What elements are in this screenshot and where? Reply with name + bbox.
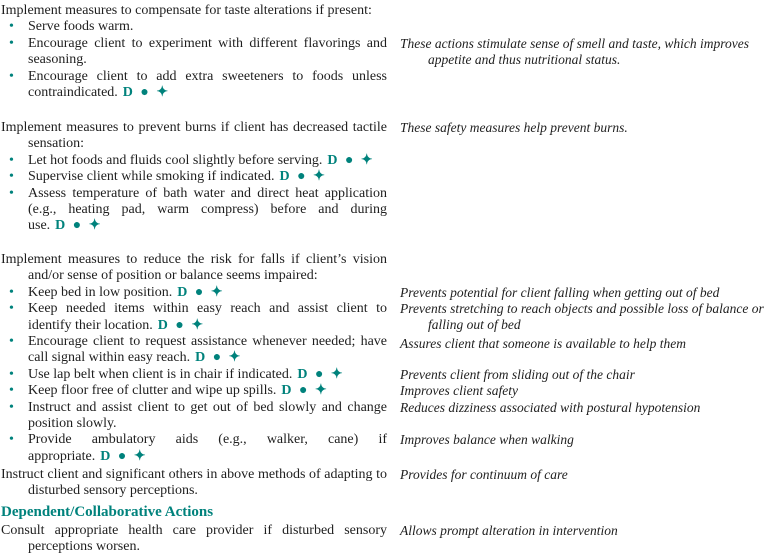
delegation-markers: D ● ✦ xyxy=(122,85,169,101)
intervention-list xyxy=(1,153,387,235)
intervention-intro: Implement measures to compensate for taste alterations if present: xyxy=(1,3,372,18)
intervention-dependent xyxy=(1,523,387,556)
intervention-section-taste xyxy=(1,3,387,101)
intervention-item xyxy=(1,383,387,399)
bullet-icon: • xyxy=(9,383,14,399)
intervention-intro: Implement measures to reduce the risk for falls if client’s vision and/or sense of position or balance seems impaired: xyxy=(1,252,387,284)
delegation-markers: D ● ✦ xyxy=(55,218,101,234)
intervention-item xyxy=(1,334,387,367)
intervention-closing xyxy=(1,467,387,500)
delegation-markers: D ● ✦ xyxy=(195,350,241,366)
rationale-item: Assures client that someone is available to help them xyxy=(400,336,686,351)
delegation-markers: D ● ✦ xyxy=(157,317,204,333)
intervention-item xyxy=(1,36,387,69)
intervention-item xyxy=(1,169,387,185)
intervention-text: Supervise client while smoking if indicated. xyxy=(28,169,275,185)
bullet-icon: • xyxy=(9,169,14,185)
intervention-text: Encourage client to add extra sweeteners to foods unless contraindicated. xyxy=(28,68,387,101)
intervention-section-falls xyxy=(1,252,387,465)
bullet-icon: • xyxy=(9,284,14,300)
intervention-text: Keep needed items within easy reach and assist client to identify their location. xyxy=(28,301,387,333)
rationale-item: Improves balance when walking xyxy=(400,432,574,447)
intervention-text: Use lap belt when client is in chair if indicated. xyxy=(28,366,293,382)
intervention-text: Encourage client to request assistance whenever needed; have call signal within easy reach. xyxy=(28,334,387,366)
rationale-item: Prevents stretching to reach objects and possible loss of balance or falling out of bed xyxy=(400,301,764,333)
intervention-text: Keep bed in low position. xyxy=(28,284,173,300)
intervention-text: Consult appropriate health care provider if disturbed sensory perceptions worsen. xyxy=(1,523,387,555)
rationale-item: Provides for continuum of care xyxy=(400,467,568,482)
delegation-markers: D ● ✦ xyxy=(297,366,343,382)
bullet-icon: • xyxy=(9,35,14,51)
delegation-markers: D ● ✦ xyxy=(327,152,373,168)
rationale-item: Reduces dizziness associated with postural hypotension xyxy=(400,400,701,415)
bullet-icon: • xyxy=(9,366,14,382)
intervention-text: Serve foods warm. xyxy=(28,19,134,35)
intervention-list xyxy=(1,19,387,101)
delegation-markers: D ● ✦ xyxy=(281,383,327,399)
intervention-text: Provide ambulatory aids (e.g., walker, cane) if appropriate. xyxy=(28,432,387,464)
intervention-text: Assess temperature of bath water and direct heat application (e.g., heating pad, warm compress) before and during use. xyxy=(28,185,387,234)
rationale-item: Improves client safety xyxy=(400,383,518,398)
delegation-markers: D ● ✦ xyxy=(100,448,146,464)
delegation-markers: D ● ✦ xyxy=(177,284,223,300)
bullet-icon: • xyxy=(9,68,14,84)
intervention-intro: Implement measures to prevent burns if client has decreased tactile sensation: xyxy=(1,120,387,152)
rationale-item: These actions stimulate sense of smell and taste, which improves appetite and thus nutritional status. xyxy=(400,36,749,68)
delegation-markers: D ● ✦ xyxy=(279,169,325,185)
intervention-item xyxy=(1,19,387,35)
bullet-icon: • xyxy=(9,334,14,350)
intervention-list xyxy=(1,285,387,465)
rationale-item: Allows prompt alteration in intervention xyxy=(400,523,618,538)
rationale-item: Prevents potential for client falling when getting out of bed xyxy=(400,285,720,300)
intervention-text: Let hot foods and fluids cool slightly before serving. xyxy=(28,152,323,168)
intervention-item xyxy=(1,432,387,465)
bullet-icon: • xyxy=(9,19,14,35)
intervention-item xyxy=(1,69,387,102)
bullet-icon: • xyxy=(9,185,14,201)
intervention-text: Keep floor free of clutter and wipe up spills. xyxy=(28,383,277,399)
intervention-section-burns xyxy=(1,120,387,235)
bullet-icon: • xyxy=(9,399,14,415)
rationale-item: Prevents client from sliding out of the chair xyxy=(400,367,635,382)
intervention-item xyxy=(1,400,387,433)
intervention-text: Encourage client to experiment with different flavorings and seasoning. xyxy=(28,35,387,68)
bullet-icon: • xyxy=(9,301,14,317)
section-heading-dependent-collaborative: Dependent/Collaborative Actions xyxy=(1,504,214,520)
rationale-item: These safety measures help prevent burns. xyxy=(400,120,628,135)
intervention-text: Instruct and assist client to get out of bed slowly and change position slowly. xyxy=(28,399,387,432)
intervention-item xyxy=(1,186,387,235)
bullet-icon: • xyxy=(9,152,14,168)
intervention-item xyxy=(1,367,387,383)
intervention-item xyxy=(1,153,387,169)
intervention-item xyxy=(1,301,387,334)
intervention-item xyxy=(1,285,387,301)
intervention-text: Instruct client and significant others in above methods of adapting to disturbed sensory perceptions. xyxy=(1,467,387,499)
bullet-icon: • xyxy=(9,432,14,448)
